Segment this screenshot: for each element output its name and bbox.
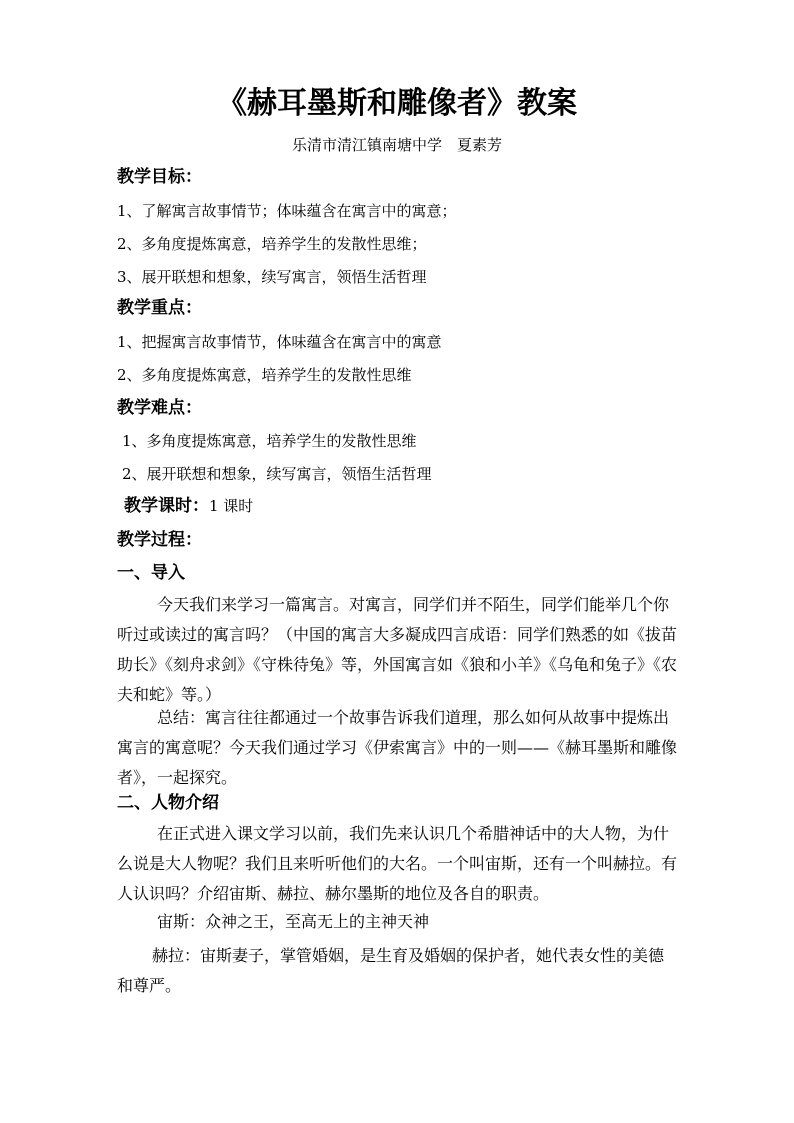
hours-label: 教学课时：: [124, 496, 209, 516]
goal-item-3: 3、展开联想和想象，续写寓言，领悟生活哲理: [117, 268, 427, 286]
difficulties-heading: 教学难点：: [117, 398, 202, 418]
difficulty-item-1: 1、多角度提炼寓意，培养学生的发散性思维: [122, 432, 417, 450]
goal-item-2: 2、多角度提炼寓意，培养学生的发散性思维；: [117, 235, 427, 253]
zeus-description: 宙斯：众神之王，至高无上的主神天神: [157, 912, 430, 931]
characters-paragraph-1: 在正式进入课文学习以前，我们先来认识几个希腊神话中的大人物，为什么说是大人物呢？我们且来听听他们的大名。一个叫宙斯，还有一个叫赫拉。有人认识吗？介绍宙斯、赫拉、赫尔墨斯的地位及各自的职责。: [117, 824, 678, 903]
intro-paragraph-1: 今天我们来学习一篇寓言。对寓言，同学们并不陌生，同学们能举几个你听过或读过的寓言吗？（中国的寓言大多凝成四言成语：同学们熟悉的如《拔苗助长》《刻舟求剑》《守株待兔》等，外国寓言如《狼和小羊》《乌龟和兔子》《农夫和蛇》等。）: [117, 595, 678, 704]
process-heading: 教学过程：: [117, 530, 202, 550]
intro-heading: 一、导入: [117, 563, 185, 583]
keypoints-heading: 教学重点：: [117, 298, 202, 318]
keypoint-item-2: 2、多角度提炼寓意，培养学生的发散性思维: [117, 366, 412, 384]
hours-line: [124, 494, 253, 518]
hera-description: 赫拉：宙斯妻子，掌管婚姻，是生育及婚姻的保护者，她代表女性的美德和尊严。: [117, 946, 665, 995]
characters-heading: 二、人物介绍: [117, 793, 219, 813]
goal-item-1: 1、了解寓言故事情节；体味蕴含在寓言中的寓意；: [117, 202, 457, 220]
intro-paragraph-2: 总结：寓言往往都通过一个故事告诉我们道理，那么如何从故事中提炼出寓言的寓意呢？今天我们通过学习《伊索寓言》中的一则——《赫耳墨斯和雕像者》，一起探究。: [117, 708, 678, 787]
keypoint-item-1: 1、把握寓言故事情节，体味蕴含在寓言中的寓意: [117, 333, 442, 351]
difficulty-item-2: 2、展开联想和想象，续写寓言，领悟生活哲理: [122, 465, 432, 483]
goals-heading: 教学目标：: [117, 167, 202, 187]
author-line: 乐清市清江镇南塘中学 夏素芳: [291, 136, 502, 154]
document-title: 《赫耳墨斯和雕像者》教案: [217, 86, 577, 121]
hours-value: 1 课时: [209, 497, 254, 515]
